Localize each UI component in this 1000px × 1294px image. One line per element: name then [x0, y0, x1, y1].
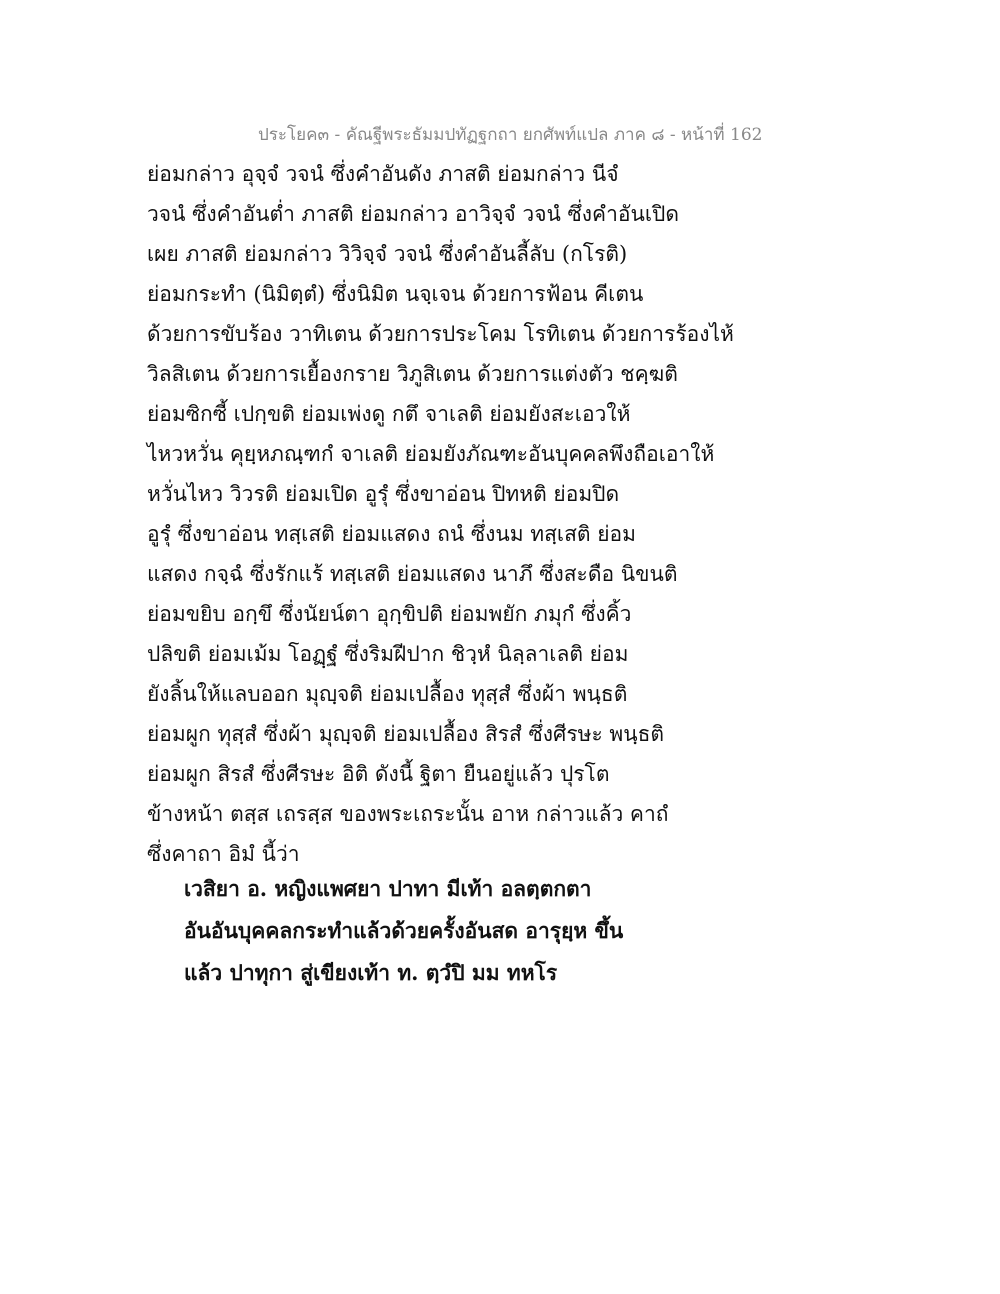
- body-line: ย่อมผูก ทุสฺสํ ซึ่งผ้า มุญฺจติ ย่อมเปลื้อง สิรสํ ซึ่งศีรษะ พนฺธติ: [147, 722, 665, 746]
- verse-line: เวสิยา อ. หญิงแพศยา ปาทา มีเท้า อลตฺตกตา: [184, 876, 592, 901]
- body-line: ข้างหน้า ตสฺส เถรสฺส ของพระเถระนั้น อาห กล่าวแล้ว คาถํ: [147, 802, 669, 826]
- verse-line: อันอันบุคคลกระทำแล้วด้วยครั้งอันสด อารุยฺห ขึ้น: [184, 918, 624, 943]
- body-line: ย่อมกระทำ (นิมิตฺตํ) ซึ่งนิมิต นจฺเจน ด้วยการฟ้อน คีเตน: [147, 282, 644, 306]
- verse-block: [184, 872, 704, 998]
- body-line: วจนํ ซึ่งคำอันต่ำ ภาสติ ย่อมกล่าว อาวิจฺจํ วจนํ ซึ่งคำอันเปิด: [147, 202, 679, 226]
- body-line: ไหวหวั่น คุยฺหภณฺฑกํ จาเลติ ย่อมยังภัณฑะอันบุคคลพึงถือเอาให้: [147, 442, 715, 466]
- body-line: ยังลิ้นให้แลบออก มุญฺจติ ย่อมเปลื้อง ทุสฺสํ ซึ่งผ้า พนฺธติ: [147, 682, 628, 706]
- body-line: ย่อมกล่าว อุจฺจํ วจนํ ซึ่งคำอันดัง ภาสติ ย่อมกล่าว นีจํ: [147, 162, 619, 186]
- body-line: ปลิขติ ย่อมเม้ม โอฏฺฐํ ซึ่งริมฝีปาก ชิวฺหํ นิลฺลาเลติ ย่อม: [147, 642, 629, 666]
- verse-line: แล้ว ปาทุกา สู่เขียงเท้า ท. ตฺวํปิ มม ทหโร: [184, 960, 558, 985]
- body-line: วิลสิเตน ด้วยการเยื้องกราย วิภูสิเตน ด้วยการแต่งตัว ชคฺฆติ: [147, 362, 678, 386]
- body-line: ย่อมผูก สิรสํ ซึ่งศีรษะ อิติ ดังนี้ ฐิตา ยืนอยู่แล้ว ปุรโต: [147, 762, 610, 786]
- body-line: แสดง กจฺฉํ ซึ่งรักแร้ ทสฺเสติ ย่อมแสดง นาภึ ซึ่งสะดือ นิขนติ: [147, 562, 678, 586]
- body-text: [147, 157, 734, 877]
- body-line: หวั่นไหว วิวรติ ย่อมเปิด อูรุํ ซึ่งขาอ่อน ปิทหติ ย่อมปิด: [147, 482, 620, 506]
- body-line: ซึ่งคาถา อิมํ นี้ว่า: [147, 842, 300, 866]
- body-line: ย่อมขยิบ อกฺขึ ซึ่งนัยน์ตา อุกฺขิปติ ย่อมพยัก ภมุกํ ซึ่งคิ้ว: [147, 602, 632, 626]
- body-line: ย่อมซิกซี้ เปกฺขติ ย่อมเพ่งดู กตึ จาเลติ ย่อมยังสะเอวให้: [147, 402, 631, 426]
- page-header: ประโยค๓ - คัณฐีพระธัมมปทัฏฐกถา ยกศัพท์แปล ภาค ๘ - หน้าที่ 162: [258, 125, 763, 145]
- body-line: อูรุํ ซึ่งขาอ่อน ทสฺเสติ ย่อมแสดง ถนํ ซึ่งนม ทสฺเสติ ย่อม: [147, 522, 636, 546]
- body-line: เผย ภาสติ ย่อมกล่าว วิวิจฺจํ วจนํ ซึ่งคำอันลี้ลับ (กโรติ): [147, 242, 628, 266]
- body-line: ด้วยการขับร้อง วาทิเตน ด้วยการประโคม โรทิเตน ด้วยการร้องไห้: [147, 322, 734, 346]
